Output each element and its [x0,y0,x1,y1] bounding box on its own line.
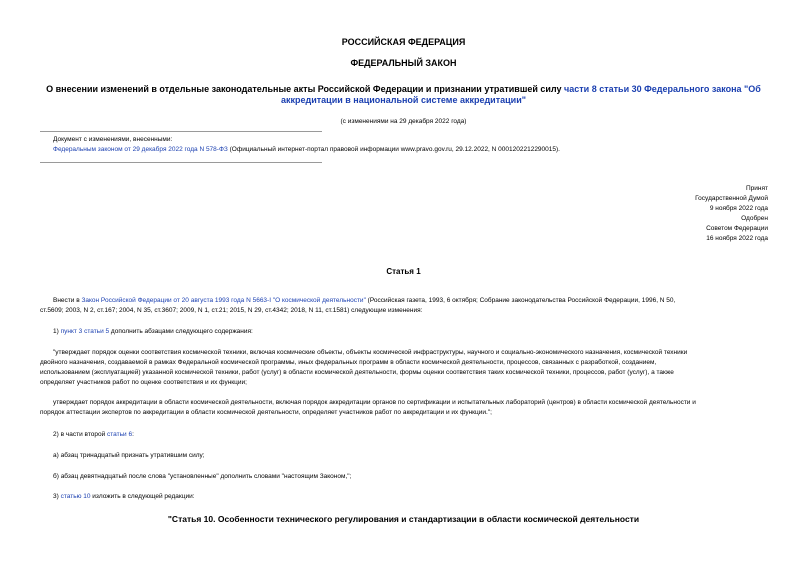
article-1-heading: Статья 1 [386,267,421,276]
law-type-heading: ФЕДЕРАЛЬНЫЙ ЗАКОН [350,58,457,68]
item-3: 3) статью 10 изложить в следующей редакции: [53,493,195,500]
item-1: 1) пункт 3 статьи 5 дополнить абзацами следующего содержания: [53,328,253,335]
adoption-line: 9 ноября 2022 года [709,205,768,212]
item-2: 2) в части второй статьи 6: [53,431,134,438]
amendment-law-link[interactable]: Федеральным законом от 29 декабря 2022 года N 578-ФЗ [53,146,228,153]
adoption-line: 16 ноября 2022 года [706,235,768,242]
item-2b: б) абзац девятнадцатый после слова "установленные" дополнить словами "настоящим Законом,"; [53,473,352,480]
article-10-link[interactable]: статью 10 [60,493,91,500]
item-2a: а) абзац тринадцатый признать утратившим силу; [53,452,205,459]
country-heading: РОССИЙСКАЯ ФЕДЕРАЦИЯ [341,37,466,47]
adoption-line: Советом Федерации [706,225,768,232]
article-5-link[interactable]: пункт 3 статьи 5 [60,328,110,335]
edition-note: (с изменениями на 29 декабря 2022 года) [340,118,467,125]
article-1-intro: Внести в Закон Российской Федерации от 20 августа 1993 года N 5663-I "О космической деятельности" (Российская газета, 1993, 6 октября; Собрание законодательства Российской Федерации, 1996, N 50, ст.5609; 2003, N 2, ст.167; 2004, N 35, ст.3607; 2009, N 1, ст.21; 2015, N 29, ст.4342; 2018, N 11, ст.1581) следующие изменения: [40,297,676,314]
adoption-line: Одобрен [741,215,768,222]
title-link[interactable]: части 8 статьи 30 Федерального закона "Об аккредитации в национальной системе аккредитации" [280,84,761,105]
title-text: О внесении изменений в отдельные законодательные акты Российской Федерации и признании утратившей силу [46,84,565,94]
quote-paragraph-2: утверждает порядок аккредитации в области космической деятельности, включая порядок аккредитации органов по сертификации и испытательных лабораторий (центров) в области космической деятельности и порядок аттестации экспертов по аккредитации в области космической деятельности, определяет участников работ по аккредитации и их функции."; [40,399,696,416]
amendments-label: Документ с изменениями, внесенными: [53,136,173,143]
article-10-heading: "Статья 10. Особенности технического регулирования и стандартизации в области космической деятельности [167,514,640,524]
amendment-source: (Официальный интернет-портал правовой информации www.pravo.gov.ru, 29.12.2022, N 0001202212290015). [227,146,560,153]
amendments-line [53,145,560,154]
quote-paragraph-1: "утверждает порядок оценки соответствия космической техники, включая космические объекты, объекты космической инфраструктуры, научного и социально-экономического назначения, космической техники двойного назначения, создаваемой в рамках Федеральной космической программы, иных федеральных программ в области космической деятельности, процессов, связанных с разработкой, созданием, использованием (эксплуатацией) указанной космической техники, работ (услуг) в области космической деятельности, формы оценки соответствия таких космической техники, процессов, работ (услуг), а также определяет участников работ по оценке соответствия и их функции; [40,349,688,386]
adoption-line: Государственной Думой [695,195,768,202]
article-6-link[interactable]: статьи 6 [107,431,133,438]
adoption-line: Принят [745,185,768,192]
adoption-block [695,184,768,244]
law-5663-link[interactable]: Закон Российской Федерации от 20 августа 1993 года N 5663-I "О космической деятельности" [81,297,366,304]
document-title [40,84,767,106]
amendments-bottom-rule [40,162,322,163]
amendments-top-rule [40,131,322,132]
